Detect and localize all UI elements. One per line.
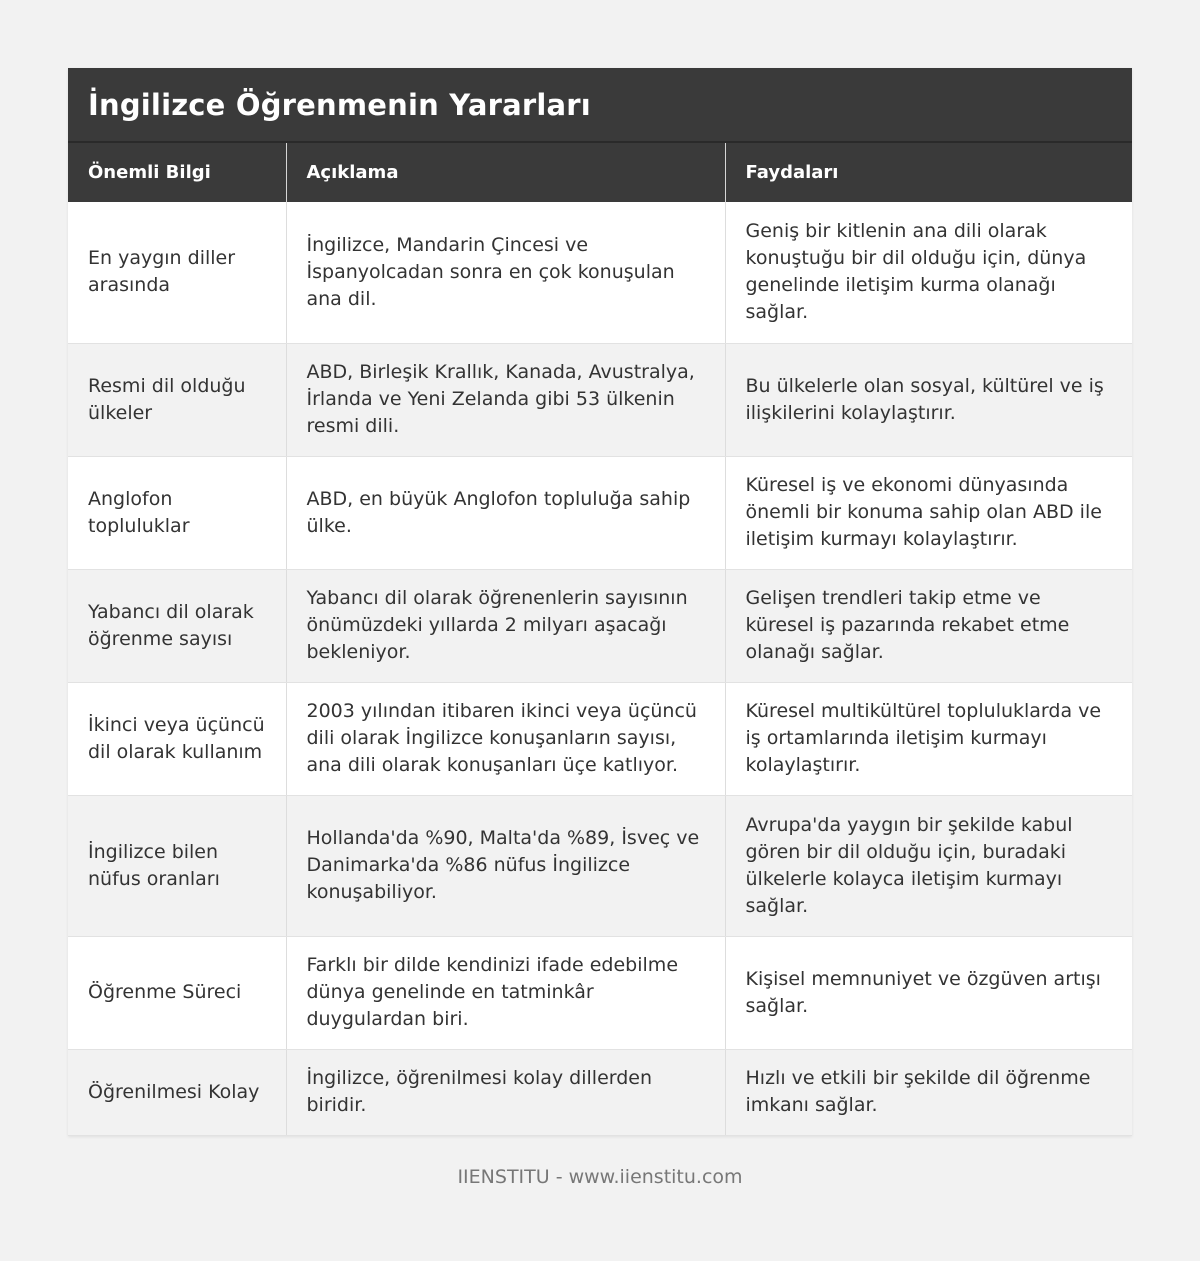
- cell-description: ABD, Birleşik Krallık, Kanada, Avustralya, İrlanda ve Yeni Zelanda gibi 53 ülkenin resmi dili.: [286, 343, 725, 456]
- footer-credit: IIENSTITU - www.iienstitu.com: [457, 1166, 743, 1188]
- cell-key-info: Resmi dil olduğu ülkeler: [68, 343, 286, 456]
- cell-description: ABD, en büyük Anglofon topluluğa sahip ülke.: [286, 456, 725, 569]
- table-row: [68, 343, 1132, 456]
- cell-description: İngilizce, öğrenilmesi kolay dillerden biridir.: [286, 1049, 725, 1135]
- table-row: [68, 569, 1132, 682]
- cell-benefits: Geniş bir kitlenin ana dili olarak konuştuğu bir dil olduğu için, dünya genelinde iletişim kurma olanağı sağlar.: [725, 202, 1132, 343]
- cell-key-info: İngilizce bilen nüfus oranları: [68, 795, 286, 936]
- column-header-benefits: Faydaları: [725, 143, 1132, 202]
- cell-benefits: Gelişen trendleri takip etme ve küresel iş pazarında rekabet etme olanağı sağlar.: [725, 569, 1132, 682]
- table-row: [68, 936, 1132, 1049]
- cell-description: Yabancı dil olarak öğrenenlerin sayısının önümüzdeki yıllarda 2 milyarı aşacağı bekleniyor.: [286, 569, 725, 682]
- cell-benefits: Avrupa'da yaygın bir şekilde kabul gören bir dil olduğu için, buradaki ülkelerle kolayca iletişim kurmayı sağlar.: [725, 795, 1132, 936]
- header-row: [68, 143, 1132, 202]
- cell-benefits: Hızlı ve etkili bir şekilde dil öğrenme imkanı sağlar.: [725, 1049, 1132, 1135]
- title-bar: [68, 68, 1132, 143]
- cell-key-info: İkinci veya üçüncü dil olarak kullanım: [68, 682, 286, 795]
- cell-benefits: Küresel iş ve ekonomi dünyasında önemli bir konuma sahip olan ABD ile iletişim kurmayı kolaylaştırır.: [725, 456, 1132, 569]
- benefits-card: [68, 68, 1132, 1136]
- table-row: [68, 456, 1132, 569]
- cell-key-info: En yaygın diller arasında: [68, 202, 286, 343]
- cell-description: Farklı bir dilde kendinizi ifade edebilme dünya genelinde en tatminkâr duygulardan biri.: [286, 936, 725, 1049]
- cell-benefits: Bu ülkelerle olan sosyal, kültürel ve iş ilişkilerini kolaylaştırır.: [725, 343, 1132, 456]
- table-row: [68, 795, 1132, 936]
- cell-key-info: Öğrenme Süreci: [68, 936, 286, 1049]
- cell-benefits: Küresel multikültürel topluluklarda ve iş ortamlarında iletişim kurmayı kolaylaştırır.: [725, 682, 1132, 795]
- table-row: [68, 682, 1132, 795]
- benefits-table: [68, 143, 1132, 1136]
- cell-key-info: Yabancı dil olarak öğrenme sayısı: [68, 569, 286, 682]
- cell-description: İngilizce, Mandarin Çincesi ve İspanyolcadan sonra en çok konuşulan ana dil.: [286, 202, 725, 343]
- cell-benefits: Kişisel memnuniyet ve özgüven artışı sağlar.: [725, 936, 1132, 1049]
- column-header-key-info: Önemli Bilgi: [68, 143, 286, 202]
- cell-key-info: Anglofon topluluklar: [68, 456, 286, 569]
- cell-description: 2003 yılından itibaren ikinci veya üçüncü dili olarak İngilizce konuşanların sayısı, ana dili olarak konuşanları üçe katlıyor.: [286, 682, 725, 795]
- table-row: [68, 1049, 1132, 1135]
- column-header-description: Açıklama: [286, 143, 725, 202]
- cell-description: Hollanda'da %90, Malta'da %89, İsveç ve Danimarka'da %86 nüfus İngilizce konuşabiliyor.: [286, 795, 725, 936]
- cell-key-info: Öğrenilmesi Kolay: [68, 1049, 286, 1135]
- page-title: İngilizce Öğrenmenin Yararları: [88, 87, 591, 122]
- table-row: [68, 202, 1132, 343]
